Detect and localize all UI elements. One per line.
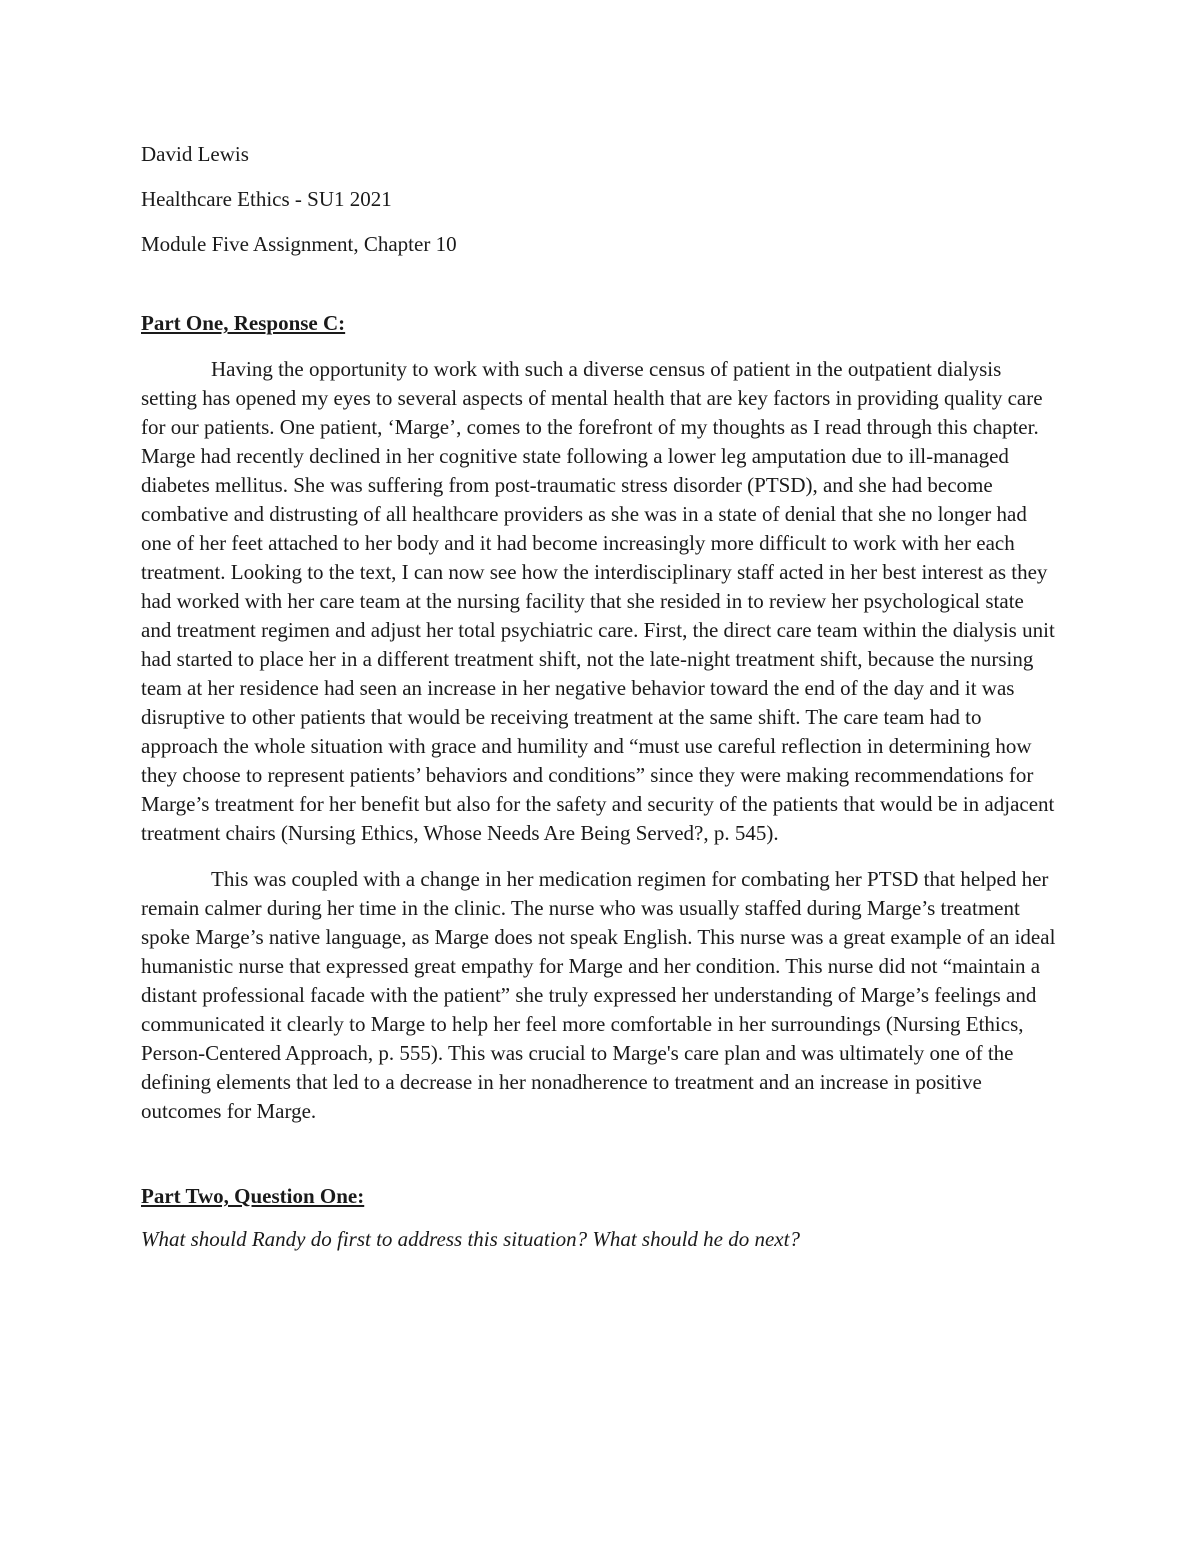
part-two-heading: Part Two, Question One: [141,1184,365,1208]
course-name: Healthcare Ethics - SU1 2021 [141,187,392,211]
document-body [141,140,1059,1254]
part-one-heading: Part One, Response C: [141,311,346,335]
assignment-title: Module Five Assignment, Chapter 10 [141,232,457,256]
author-name: David Lewis [141,142,249,166]
part-one-paragraph-1: Having the opportunity to work with such a diverse census of patient in the outpatient dialysis setting has opened my eyes to several aspects of mental health that are key factors in providing quality care for our patients. One patient, ‘Marge’, comes to the forefront of my thoughts as I read through this chapter. Marge had recently declined in her cognitive state following a lower leg amputation due to ill-managed diabetes mellitus. She was suffering from post-traumatic stress disorder (PTSD), and she had become combative and distrusting of all healthcare providers as she was in a state of denial that she no longer had one of her feet attached to her body and it had become increasingly more difficult to work with her each treatment. Looking to the text, I can now see how the interdisciplinary staff acted in her best interest as they had worked with her care team at the nursing facility that she resided in to review her psychological state and treatment regimen and adjust her total psychiatric care. First, the direct care team within the dialysis unit had started to place her in a different treatment shift, not the late-night treatment shift, because the nursing team at her residence had seen an increase in her negative behavior toward the end of the day and it was disruptive to other patients that would be receiving treatment at the same shift. The care team had to approach the whole situation with grace and humility and “must use careful reflection in determining how they choose to represent patients’ behaviors and conditions” since they were making recommendations for Marge’s treatment for her benefit but also for the safety and security of the patients that would be in adjacent treatment chairs (Nursing Ethics, Whose Needs Are Being Served?, p. 545). [141,357,1055,845]
part-one-paragraph-2: This was coupled with a change in her medication regimen for combating her PTSD that helped her remain calmer during her time in the clinic. The nurse who was usually staffed during Marge’s treatment spoke Marge’s native language, as Marge does not speak English. This nurse was a great example of an ideal humanistic nurse that expressed great empathy for Marge and her condition. This nurse did not “maintain a distant professional facade with the patient” she truly expressed her understanding of Marge’s feelings and communicated it clearly to Marge to help her feel more comfortable in her surroundings (Nursing Ethics, Person-Centered Approach, p. 555). This was crucial to Marge's care plan and was ultimately one of the defining elements that led to a decrease in her nonadherence to treatment and an increase in positive outcomes for Marge. [141,867,1056,1123]
part-two-question: What should Randy do first to address this situation? What should he do next? [141,1227,800,1251]
